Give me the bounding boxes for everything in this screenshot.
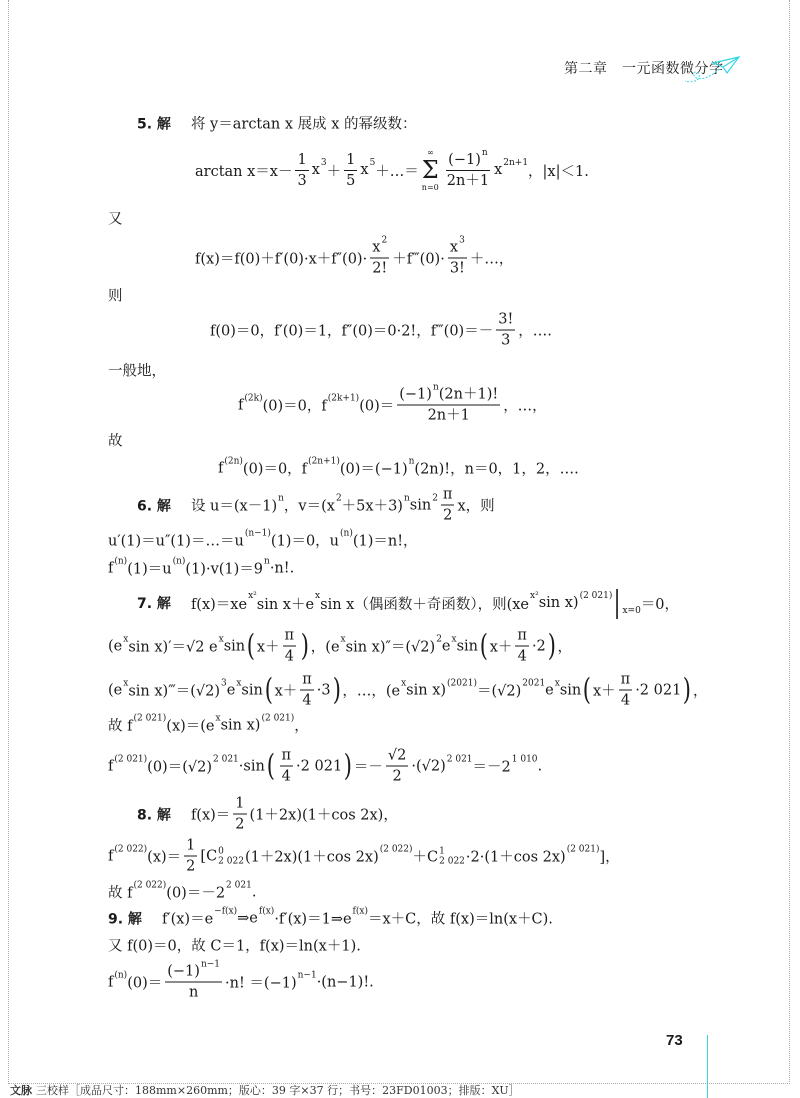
math-text: ，…，(e <box>342 683 401 700</box>
math-text: ＋ <box>326 163 342 180</box>
superscript: 0 <box>218 846 224 856</box>
math-text: ]， <box>599 849 620 866</box>
formula-line <box>108 671 708 710</box>
sigma-symbol: Σ <box>421 156 439 184</box>
math-text: ·sin <box>238 758 265 774</box>
math-text: π <box>517 627 527 644</box>
math-text: (e <box>108 638 123 654</box>
math-text: x＋ <box>274 683 298 700</box>
math-text: sin x（偶函数＋奇函数），则(xe <box>320 596 529 613</box>
numerator <box>619 671 633 691</box>
formula-general <box>238 382 547 425</box>
sum-lower-limit: n=0 <box>421 183 439 192</box>
math-text: 1 <box>346 151 356 168</box>
numerator <box>446 147 490 171</box>
superscript: 2 <box>335 493 342 503</box>
math-text: 一般地， <box>108 363 166 380</box>
fraction <box>344 151 357 190</box>
formula-derivatives <box>210 311 552 350</box>
sup-sub-stack <box>439 846 465 866</box>
math-text: 3 <box>297 172 307 189</box>
math-text: 则 <box>108 288 123 305</box>
big-delimiter: ( <box>583 672 592 707</box>
math-text: e <box>441 638 451 654</box>
numerator <box>441 486 455 506</box>
formula-taylor <box>195 235 514 278</box>
math-text: π <box>284 627 295 644</box>
denominator <box>283 647 296 666</box>
superscript: f(x) <box>352 906 368 916</box>
math-text: 2 <box>443 507 453 524</box>
numerator <box>496 311 515 331</box>
math-text: x＋ <box>256 639 280 656</box>
superscript: n <box>403 493 410 503</box>
problem-6-heading <box>137 486 495 525</box>
superscript: x <box>218 634 224 644</box>
superscript: (2 022) <box>114 844 148 854</box>
math-text: x，则 <box>457 498 495 515</box>
math-text: f(x)＝xe <box>190 596 248 613</box>
fraction <box>233 795 246 834</box>
math-text: (e <box>108 682 123 698</box>
superscript: 2 021 <box>446 754 473 764</box>
math-text: f(x)＝f(0)＋f′(0)·x＋f″(0)· <box>195 251 368 268</box>
math-text: (0)＝0，f <box>242 461 308 478</box>
denominator <box>445 171 491 190</box>
superscript: 2 <box>436 634 442 644</box>
formula-line <box>108 747 542 786</box>
formula-line <box>108 837 620 876</box>
superscript: x <box>215 713 221 723</box>
math-text: (x)＝ <box>147 849 182 866</box>
math-text: x＋ <box>592 683 616 700</box>
math-text: 1 <box>297 151 307 168</box>
formula-line <box>108 715 309 736</box>
math-text: (2n)!，n＝0，1，2，…. <box>414 461 579 478</box>
math-text: sin x＋e <box>256 596 315 613</box>
math-text: ， <box>557 639 573 656</box>
math-text: 将 y＝arctan x 展成 x 的幂级数： <box>190 116 417 133</box>
denominator <box>516 647 529 666</box>
superscript: n <box>278 493 284 503</box>
big-delimiter: ) <box>300 628 310 663</box>
superscript: 1 010 <box>511 754 538 764</box>
fraction <box>295 151 308 190</box>
fraction <box>397 382 500 425</box>
math-text: (0)＝(−1) <box>339 461 408 478</box>
math-text: sin <box>223 638 246 654</box>
big-delimiter: ( <box>246 628 256 663</box>
numerator <box>448 235 467 259</box>
math-text: (1)·v(1)＝9 <box>185 561 264 578</box>
math-text: sin x) <box>220 717 261 733</box>
denominator <box>441 506 454 525</box>
print-footer <box>10 1082 520 1098</box>
math-text: ·2 <box>531 638 546 654</box>
text-line <box>108 285 123 306</box>
math-text: 2! <box>372 260 388 277</box>
formula-line <box>108 882 256 903</box>
denominator <box>233 815 246 834</box>
superscript: n <box>408 456 415 466</box>
problem-label: 7. 解 <box>137 596 171 612</box>
math-text: 设 u＝(x－1) <box>190 498 278 515</box>
fraction <box>283 627 297 666</box>
fraction <box>184 837 197 876</box>
math-text: f <box>238 397 244 413</box>
fraction <box>515 627 529 666</box>
math-text: (−1) <box>167 963 200 980</box>
superscript: x <box>554 678 560 688</box>
superscript: 2 021 <box>226 880 252 890</box>
math-text: ， <box>294 718 309 735</box>
denominator <box>448 259 467 278</box>
math-text: ·f′(x)＝1⇒e <box>274 911 352 928</box>
math-text: (1＋2x)(1＋cos 2x)， <box>249 807 398 824</box>
math-text: 2 <box>186 858 196 875</box>
sup-sub-stack <box>218 846 244 866</box>
superscript: x <box>315 591 321 601</box>
superscript: x <box>401 678 407 688</box>
denominator <box>187 983 200 1002</box>
superscript: x <box>340 634 346 644</box>
math-text: f(x)＝ <box>190 807 231 824</box>
math-text: π <box>302 671 312 688</box>
subscript: 2 022 <box>439 856 465 866</box>
math-text: e <box>226 682 236 698</box>
big-delimiter: ) <box>683 672 692 707</box>
math-text: 2n＋1 <box>427 407 470 424</box>
numerator <box>300 671 314 691</box>
fraction <box>386 747 408 786</box>
numerator <box>295 151 308 171</box>
denominator <box>300 691 313 710</box>
formula-line <box>108 935 361 956</box>
superscript: x <box>123 634 129 644</box>
math-text: ＝(√2) <box>476 683 522 700</box>
subscript: 2 022 <box>218 856 244 866</box>
denominator <box>499 331 512 350</box>
superscript: (2 022) <box>133 880 167 890</box>
math-text: 故 f <box>108 885 133 902</box>
math-text: ，…. <box>518 323 552 340</box>
math-text: 3 <box>501 332 511 349</box>
math-text: (1＋2x)(1＋cos 2x) <box>244 849 379 866</box>
superscript: x <box>123 678 129 688</box>
denominator <box>280 767 293 786</box>
math-text: e <box>545 682 554 698</box>
footer-brand: 文脉 <box>10 1084 32 1097</box>
math-text: (0)＝0，f <box>262 398 327 415</box>
denominator <box>344 171 357 190</box>
math-text: ⇒e <box>237 910 258 926</box>
superscript: 3 <box>459 235 465 246</box>
math-text: f(0)＝0，f′(0)＝1，f″(0)＝0·2!，f‴(0)＝－ <box>210 323 494 340</box>
math-text: (1)＝0，u <box>270 533 340 550</box>
math-text: sin x)′＝√2 e <box>128 639 218 656</box>
problem-9-heading <box>108 908 553 929</box>
math-text: (−1) <box>448 151 481 168</box>
math-text: 2n＋1 <box>446 172 490 189</box>
fraction <box>300 671 314 710</box>
margin-line <box>707 1035 708 1098</box>
math-text: arctan x＝x－ <box>195 163 293 180</box>
math-text: ，v＝(x <box>283 498 335 515</box>
fraction <box>445 147 491 190</box>
superscript: 2 <box>381 235 388 246</box>
math-text: u′(1)＝u″(1)＝…＝u <box>108 533 244 550</box>
math-text: sin x) <box>538 595 579 611</box>
math-text: 2 <box>235 816 245 833</box>
superscript: (2 021) <box>566 844 600 854</box>
math-text: ， <box>693 683 708 700</box>
math-text: 4 <box>302 692 312 709</box>
math-text: x <box>360 162 369 178</box>
superscript: (2 021) <box>579 591 613 601</box>
math-text: sin <box>559 682 582 698</box>
math-text: 4 <box>620 692 631 709</box>
formula-line <box>108 959 374 1002</box>
math-text: π <box>620 671 631 688</box>
math-text: ＋…， <box>469 251 514 268</box>
numerator <box>233 795 246 815</box>
problem-8-heading <box>137 795 398 834</box>
math-text: ·n!. <box>269 560 295 576</box>
math-text: (x)＝(e <box>166 718 215 735</box>
fraction <box>441 486 455 525</box>
math-text: x <box>494 162 503 178</box>
math-text: ＋C <box>412 849 439 866</box>
superscript: 2 021 <box>213 754 239 764</box>
superscript: n <box>481 147 488 158</box>
math-text: (1)＝n!， <box>352 533 418 550</box>
math-text: ·2 021 <box>296 758 343 774</box>
math-text: 4 <box>517 648 527 665</box>
superscript: (2 021) <box>261 713 295 723</box>
math-text: 故 f <box>108 718 133 735</box>
text-line <box>108 208 123 229</box>
big-delimiter: | <box>613 585 621 620</box>
fraction <box>370 235 389 278</box>
problem-label: 5. 解 <box>137 116 171 132</box>
math-text: f <box>108 974 114 990</box>
fraction <box>496 311 515 350</box>
superscript: −f(x) <box>214 906 238 916</box>
math-text: ＝－ <box>353 759 383 776</box>
big-delimiter: ) <box>343 748 353 783</box>
superscript: (n) <box>172 556 186 566</box>
math-text: . <box>537 758 543 774</box>
numerator <box>184 837 197 857</box>
fraction <box>448 235 467 278</box>
math-text: π <box>281 747 292 764</box>
problem-5-heading <box>137 113 417 134</box>
text-line <box>108 360 166 381</box>
superscript: 2021 <box>522 678 546 688</box>
numerator <box>165 959 222 983</box>
math-text: (0)＝(√2) <box>147 759 212 776</box>
math-text: sin <box>241 682 263 698</box>
math-text: (0)＝ <box>359 398 395 415</box>
math-text: ，|x|＜1. <box>528 163 589 180</box>
math-text: 又 f(0)＝0，故 C＝1，f(x)＝ln(x＋1). <box>108 938 361 955</box>
formula-line <box>108 558 294 579</box>
denominator <box>295 171 308 190</box>
paper-plane-icon <box>683 55 743 85</box>
math-text: ，(e <box>310 639 340 656</box>
math-text: ·2·(1＋cos 2x) <box>465 849 566 866</box>
math-text: x <box>372 239 381 256</box>
math-text: f′(x)＝e <box>161 911 214 928</box>
math-text: ＋5x＋3) <box>341 498 403 515</box>
superscript: (n) <box>114 970 128 980</box>
denominator <box>370 259 389 278</box>
math-text: x＋ <box>489 639 513 656</box>
math-text: sin x)‴＝(√2) <box>128 683 221 700</box>
text-line <box>108 430 123 451</box>
fraction <box>619 671 633 710</box>
superscript: (2 021) <box>114 754 148 764</box>
page-number: 73 <box>666 1032 683 1049</box>
formula-conclusion-5 <box>218 458 579 479</box>
math-text: x <box>449 239 459 256</box>
superscript: 3 <box>221 678 227 688</box>
numerator <box>370 235 389 259</box>
footer-info: 三校样［成品尺寸：188mm×260mm；版心：39 字×37 行；书号：23FD01003；排版：XU］ <box>36 1084 520 1097</box>
formula-line <box>108 530 418 551</box>
math-text: ·(n−1)!. <box>316 974 374 990</box>
superscript: 2n+1 <box>503 158 529 168</box>
math-text: 1 <box>186 837 196 854</box>
numerator <box>386 747 408 767</box>
math-text: [C <box>200 848 218 864</box>
superscript: f(x) <box>258 906 275 916</box>
math-text: sin x) <box>406 682 447 698</box>
superscript: x² <box>530 591 539 601</box>
math-text: 1 <box>235 795 245 812</box>
sum-upper-limit: ∞ <box>426 148 434 157</box>
math-text: 4 <box>281 768 291 785</box>
superscript: (2 021) <box>133 713 167 723</box>
math-text: ＋…＝ <box>375 163 419 180</box>
big-delimiter: ( <box>266 748 275 783</box>
superscript: x <box>236 678 242 688</box>
math-text: 4 <box>284 648 294 665</box>
numerator <box>397 382 500 406</box>
subscript: x=0 <box>622 606 641 616</box>
problem-label: 9. 解 <box>108 911 142 927</box>
math-text: ·2 021 <box>635 682 682 698</box>
math-text: (1)＝u <box>127 561 172 578</box>
denominator <box>391 767 404 786</box>
superscript: (2n+1) <box>308 456 340 466</box>
superscript: 2 <box>432 493 438 503</box>
formula-line <box>108 627 572 666</box>
math-text: 又 <box>108 211 123 228</box>
superscript: (2021) <box>447 678 477 688</box>
superscript: (2 022) <box>379 844 413 854</box>
math-text: f <box>108 560 114 576</box>
math-text: . <box>251 884 257 900</box>
numerator <box>283 627 297 647</box>
math-text: 3! <box>449 260 465 277</box>
math-text: 故 <box>108 433 123 450</box>
math-text: (2n＋1)! <box>438 386 499 403</box>
math-text: sin <box>456 638 479 654</box>
big-delimiter: ) <box>547 628 556 663</box>
math-text: sin x)″＝(√2) <box>345 639 436 656</box>
numerator <box>515 627 529 647</box>
math-text: ·(√2) <box>411 758 446 774</box>
math-text: ·3 <box>316 682 331 698</box>
superscript: n <box>432 382 439 393</box>
math-text: f <box>108 758 114 774</box>
superscript: (2k+1) <box>327 393 360 403</box>
problem-label: 6. 解 <box>137 498 171 514</box>
math-text: f <box>218 460 224 476</box>
superscript: 1 <box>439 846 445 856</box>
numerator <box>344 151 357 171</box>
math-text: ＝0， <box>640 596 680 613</box>
superscript: (2n) <box>224 456 243 466</box>
denominator <box>619 691 632 710</box>
superscript: n−1 <box>200 959 221 970</box>
numerator <box>280 747 294 767</box>
denominator <box>184 857 197 876</box>
math-text: 5 <box>346 172 356 189</box>
fraction <box>280 747 294 786</box>
superscript: (n−1) <box>244 528 271 538</box>
superscript: 5 <box>369 158 376 168</box>
math-text: 3! <box>498 311 514 328</box>
superscript: n <box>264 556 270 566</box>
math-text: ，…， <box>503 398 547 415</box>
math-text: √2 <box>387 747 407 764</box>
math-text: ＋f‴(0)· <box>392 251 445 268</box>
summation <box>422 147 439 193</box>
math-text: ·n! ＝(−1) <box>225 975 297 992</box>
big-delimiter: ( <box>264 672 273 707</box>
superscript: (2k) <box>244 393 263 403</box>
math-text: ＝x＋C，故 f(x)＝ln(x＋C). <box>367 911 553 928</box>
superscript: (n) <box>340 528 353 538</box>
math-text: f <box>108 848 114 864</box>
math-text: n <box>188 984 199 1001</box>
math-text: ＝－2 <box>472 759 511 776</box>
math-text: (0)＝ <box>127 975 163 992</box>
superscript: x <box>451 634 457 644</box>
math-text: sin <box>409 497 432 513</box>
math-text: π <box>442 486 453 503</box>
superscript: (n) <box>114 556 128 566</box>
math-text: 2 <box>392 768 402 785</box>
problem-label: 8. 解 <box>137 807 171 823</box>
math-text: x <box>311 162 320 178</box>
formula-arctan-series <box>195 147 589 193</box>
superscript: x² <box>248 591 257 601</box>
superscript: n−1 <box>297 970 317 980</box>
denominator <box>426 406 472 425</box>
math-text: (0)＝－2 <box>166 885 226 902</box>
big-delimiter: ( <box>479 628 488 663</box>
superscript: 3 <box>320 158 327 168</box>
fraction <box>165 959 222 1002</box>
problem-7-heading <box>137 585 680 620</box>
chapter-header: 第二章 一元函数微分学 <box>564 61 724 77</box>
math-text: (−1) <box>399 386 432 403</box>
big-delimiter: ) <box>332 672 341 707</box>
